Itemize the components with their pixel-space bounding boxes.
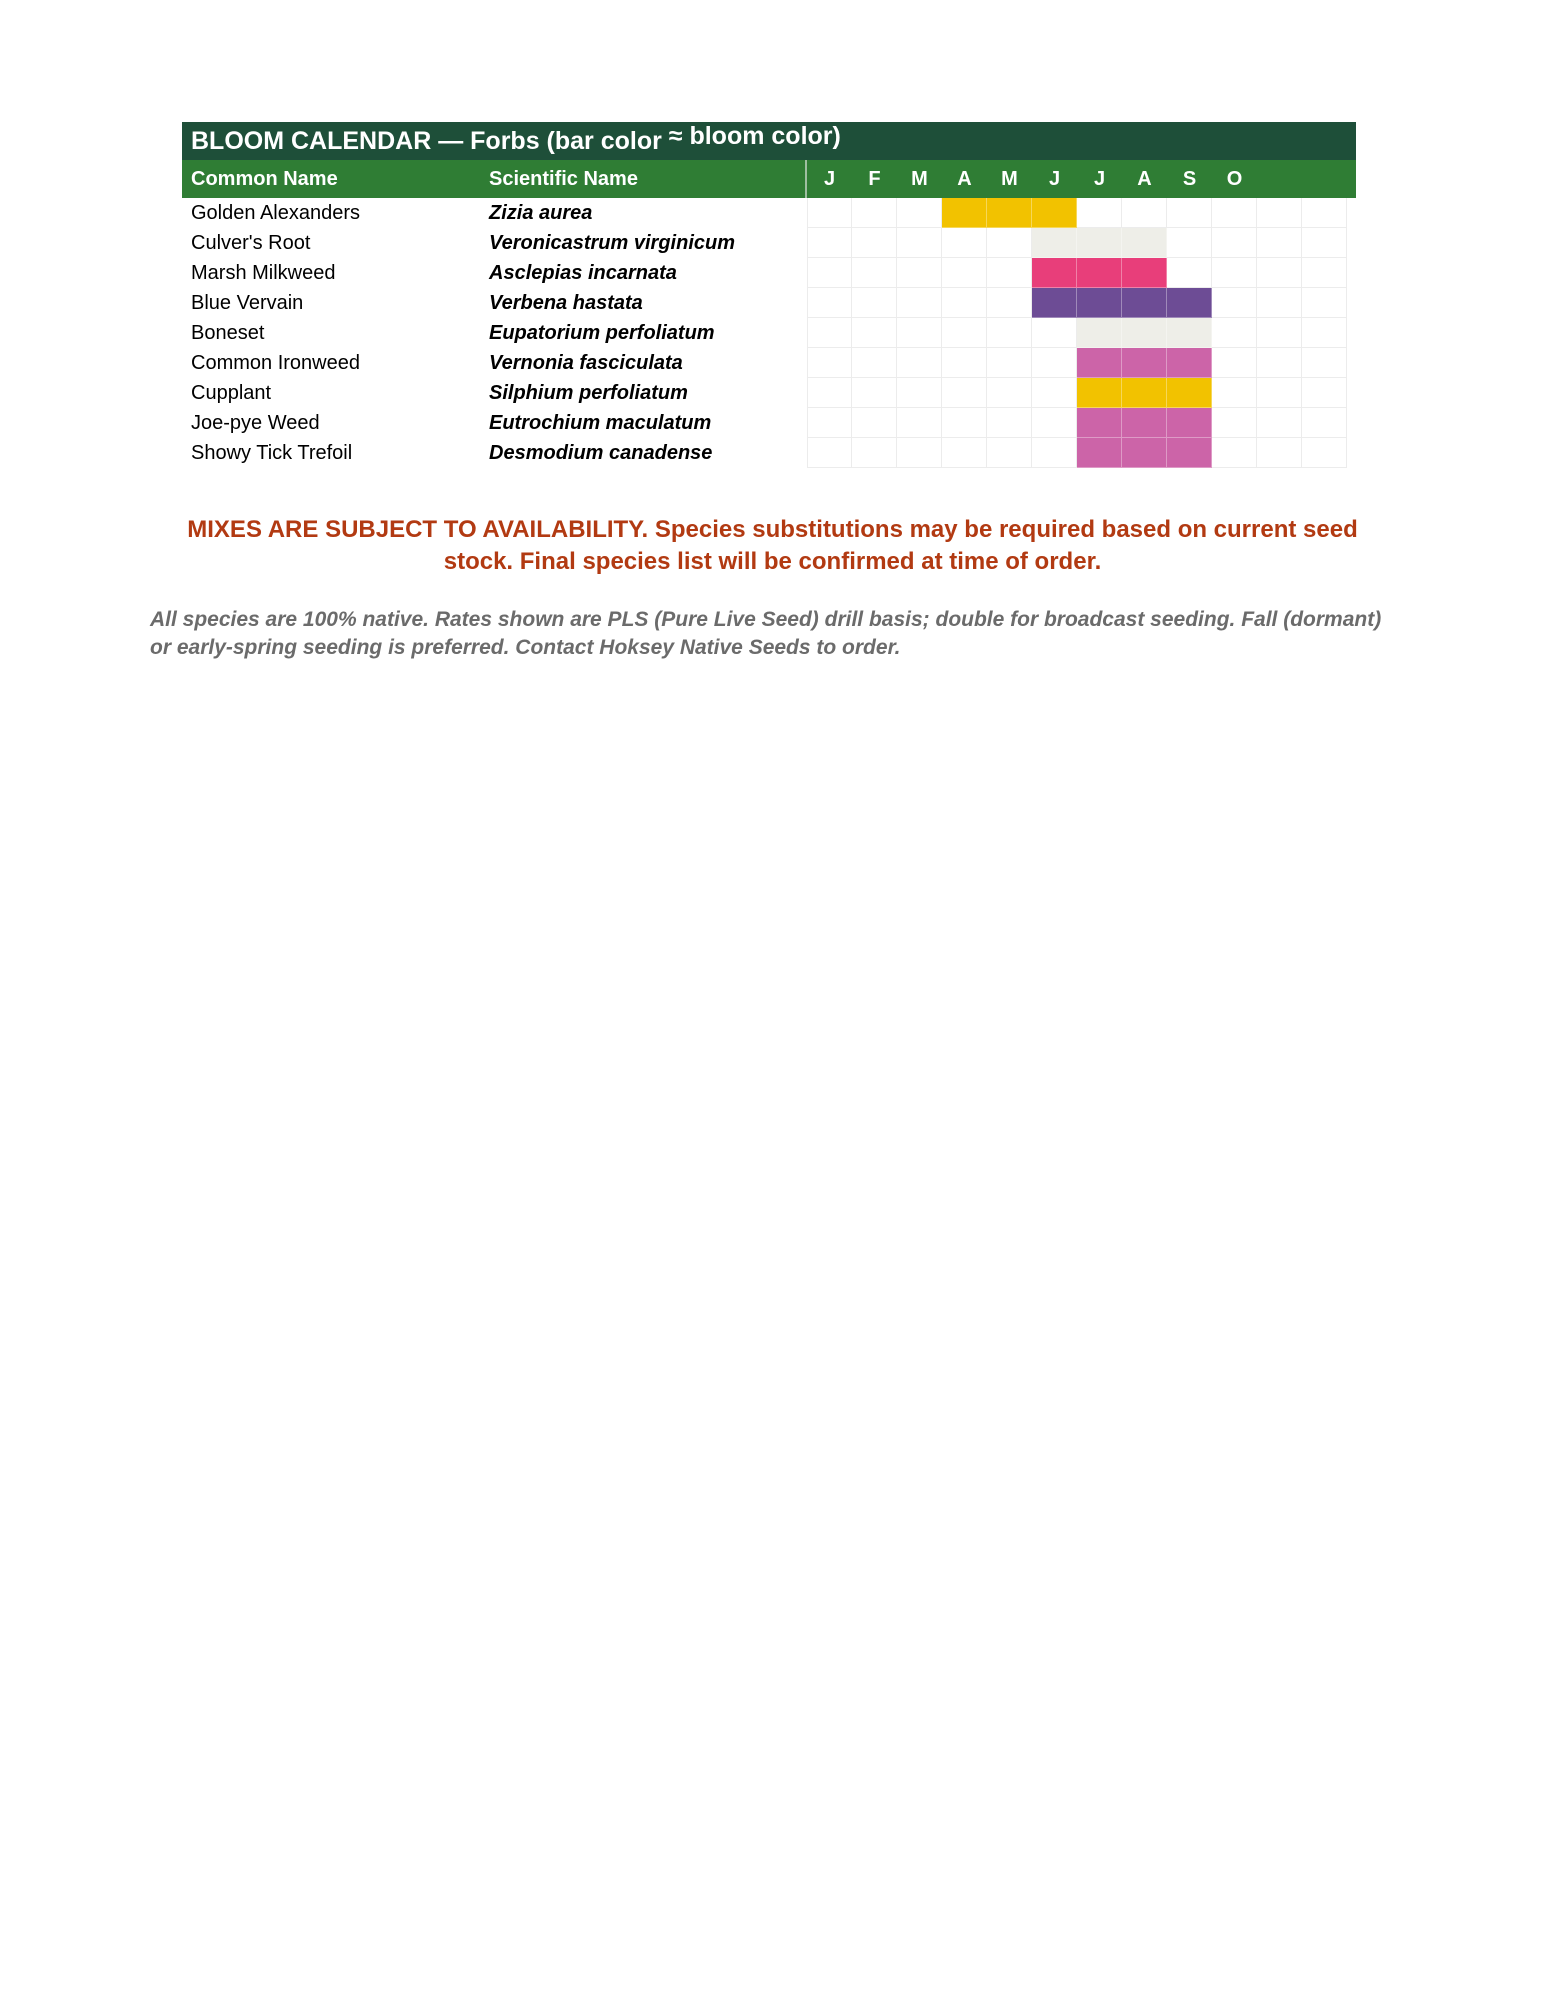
month-cell	[1257, 258, 1302, 288]
scientific-name-cell: Vernonia fasciculata	[489, 351, 683, 374]
bloom-bar-cell	[1077, 378, 1122, 408]
month-cell	[1302, 438, 1347, 468]
month-header: A	[957, 167, 972, 190]
month-header: J	[1048, 167, 1061, 190]
scientific-name-header: Scientific Name	[489, 167, 638, 190]
month-cell	[897, 318, 942, 348]
bloom-grid	[807, 438, 1347, 468]
month-header: F	[868, 167, 881, 190]
bloom-bar-cell	[1122, 378, 1167, 408]
scientific-name-cell: Verbena hastata	[489, 291, 643, 314]
month-cell	[987, 348, 1032, 378]
month-cell	[1167, 228, 1212, 258]
month-cell	[987, 288, 1032, 318]
month-cell	[1212, 258, 1257, 288]
bloom-bar-cell	[1077, 288, 1122, 318]
month-cell	[1032, 438, 1077, 468]
month-cell	[1302, 318, 1347, 348]
bloom-bar-cell	[1122, 288, 1167, 318]
month-cell	[807, 228, 852, 258]
bloom-grid	[807, 408, 1347, 438]
calendar-title-suffix: ≈ bloom color)	[668, 122, 841, 150]
calendar-title-text: BLOOM CALENDAR — Forbs (bar color	[191, 127, 662, 155]
month-cell	[807, 198, 852, 228]
month-cell	[897, 408, 942, 438]
bloom-grid	[807, 258, 1347, 288]
bloom-bar-cell	[1077, 408, 1122, 438]
common-name-cell: Joe-pye Weed	[191, 411, 320, 434]
bloom-bar-cell	[942, 198, 987, 228]
month-header: S	[1182, 167, 1197, 190]
month-cell	[1032, 318, 1077, 348]
month-cell	[852, 408, 897, 438]
month-cell	[1077, 198, 1122, 228]
bloom-bar-cell	[1122, 348, 1167, 378]
month-cell	[942, 318, 987, 348]
month-cell	[1032, 348, 1077, 378]
bloom-bar-cell	[1122, 438, 1167, 468]
bloom-bar-cell	[1032, 258, 1077, 288]
month-cell	[1257, 198, 1302, 228]
month-cell	[942, 408, 987, 438]
month-cell	[897, 288, 942, 318]
calendar-header-row	[182, 160, 1356, 198]
month-cell	[807, 438, 852, 468]
bloom-grid	[807, 318, 1347, 348]
bloom-calendar	[182, 122, 1356, 468]
month-cell	[1212, 408, 1257, 438]
bloom-bar-cell	[1077, 318, 1122, 348]
month-cell	[1302, 228, 1347, 258]
bloom-grid	[807, 288, 1347, 318]
bloom-bar-cell	[987, 198, 1032, 228]
month-cell	[987, 378, 1032, 408]
month-cell	[897, 258, 942, 288]
month-cell	[1302, 378, 1347, 408]
month-cell	[1257, 438, 1302, 468]
month-cell	[1212, 198, 1257, 228]
month-cell	[1122, 198, 1167, 228]
scientific-name-cell: Silphium perfoliatum	[489, 381, 688, 404]
month-cell	[1257, 408, 1302, 438]
month-cell	[1302, 288, 1347, 318]
month-cell	[1212, 438, 1257, 468]
month-header: O	[1226, 167, 1243, 190]
month-cell	[1257, 348, 1302, 378]
common-name-cell: Marsh Milkweed	[191, 261, 336, 284]
table-row	[182, 198, 1356, 228]
bloom-bar-cell	[1122, 228, 1167, 258]
month-cell	[942, 438, 987, 468]
common-name-cell: Showy Tick Trefoil	[191, 441, 353, 464]
bloom-bar-cell	[1122, 408, 1167, 438]
month-cell	[852, 378, 897, 408]
month-cell	[897, 228, 942, 258]
month-cell	[852, 198, 897, 228]
common-name-cell: Cupplant	[191, 381, 272, 404]
table-row	[182, 348, 1356, 378]
scientific-name-cell: Asclepias incarnata	[489, 261, 677, 284]
month-cell	[987, 318, 1032, 348]
month-cell	[1212, 348, 1257, 378]
scientific-name-cell: Eutrochium maculatum	[489, 411, 712, 434]
common-name-cell: Boneset	[191, 321, 265, 344]
month-cell	[987, 258, 1032, 288]
bloom-grid	[807, 228, 1347, 258]
scientific-name-cell: Desmodium canadense	[489, 441, 713, 464]
month-header: J	[823, 167, 836, 190]
month-cell	[807, 348, 852, 378]
month-cell	[942, 258, 987, 288]
month-cell	[1212, 378, 1257, 408]
bloom-grid	[807, 348, 1347, 378]
bloom-bar-cell	[1167, 408, 1212, 438]
bloom-bar-cell	[1077, 348, 1122, 378]
month-cell	[942, 288, 987, 318]
month-cell	[1167, 258, 1212, 288]
month-cell	[807, 288, 852, 318]
month-cell	[852, 288, 897, 318]
bloom-bar-cell	[1077, 438, 1122, 468]
month-cell	[1212, 288, 1257, 318]
month-cell	[807, 318, 852, 348]
month-cell	[1032, 378, 1077, 408]
month-cell	[807, 408, 852, 438]
common-name-cell: Culver's Root	[191, 231, 311, 254]
month-cell	[1212, 318, 1257, 348]
bloom-bar-cell	[1167, 438, 1212, 468]
month-cell	[1032, 408, 1077, 438]
common-name-cell: Blue Vervain	[191, 291, 304, 314]
month-cell	[897, 378, 942, 408]
bloom-bar-cell	[1077, 228, 1122, 258]
bloom-bar-cell	[1167, 288, 1212, 318]
month-cell	[852, 258, 897, 288]
month-cell	[1167, 198, 1212, 228]
common-name-cell: Golden Alexanders	[191, 201, 361, 224]
month-cell	[1257, 288, 1302, 318]
scientific-name-cell: Veronicastrum virginicum	[489, 231, 735, 254]
month-cell	[897, 438, 942, 468]
table-row	[182, 378, 1356, 408]
scientific-name-cell: Zizia aurea	[489, 201, 593, 224]
month-cell	[1302, 198, 1347, 228]
common-name-cell: Common Ironweed	[191, 351, 360, 374]
scientific-name-cell: Eupatorium perfoliatum	[489, 321, 715, 344]
bloom-bar-cell	[1122, 318, 1167, 348]
month-header	[1302, 168, 1347, 191]
month-cell	[987, 408, 1032, 438]
month-cell	[942, 378, 987, 408]
bloom-bar-cell	[1167, 318, 1212, 348]
month-cell	[852, 318, 897, 348]
month-cell	[1302, 408, 1347, 438]
month-cell	[852, 348, 897, 378]
bloom-bar-cell	[1032, 228, 1077, 258]
bloom-bar-cell	[1032, 288, 1077, 318]
bloom-bar-cell	[1032, 198, 1077, 228]
bloom-grid	[807, 198, 1347, 228]
month-cell	[897, 348, 942, 378]
month-cell	[1302, 348, 1347, 378]
bloom-grid	[807, 378, 1347, 408]
month-headers	[807, 168, 1347, 191]
month-header: A	[1137, 167, 1152, 190]
month-cell	[987, 228, 1032, 258]
bloom-bar-cell	[1077, 258, 1122, 288]
month-header: M	[911, 167, 928, 190]
availability-notice: MIXES ARE SUBJECT TO AVAILABILITY. Species substitutions may be required based on current seed stock. Final species list will be confirmed at time of order.	[187, 516, 1358, 575]
table-row	[182, 228, 1356, 258]
common-name-header: Common Name	[191, 167, 338, 190]
month-header: J	[1093, 167, 1106, 190]
month-cell	[1212, 228, 1257, 258]
month-cell	[852, 228, 897, 258]
month-cell	[1302, 258, 1347, 288]
month-cell	[897, 198, 942, 228]
calendar-title	[182, 122, 1356, 160]
bloom-bar-cell	[1122, 258, 1167, 288]
month-cell	[807, 258, 852, 288]
month-cell	[1257, 228, 1302, 258]
month-header	[1257, 168, 1302, 191]
calendar-rows	[182, 198, 1356, 468]
month-cell	[942, 228, 987, 258]
month-cell	[1257, 378, 1302, 408]
table-row	[182, 408, 1356, 438]
bloom-bar-cell	[1167, 378, 1212, 408]
month-cell	[852, 438, 897, 468]
month-cell	[942, 348, 987, 378]
month-cell	[1257, 318, 1302, 348]
month-cell	[987, 438, 1032, 468]
table-row	[182, 258, 1356, 288]
month-cell	[807, 378, 852, 408]
month-header: M	[1001, 167, 1018, 190]
table-row	[182, 288, 1356, 318]
table-row	[182, 318, 1356, 348]
seeding-footnote: All species are 100% native. Rates shown are PLS (Pure Live Seed) drill basis; double for broadcast seeding. Fall (dormant) or early-spring seeding is preferred. Contact Hoksey Native Seeds to order.	[150, 608, 1382, 659]
table-row	[182, 438, 1356, 468]
bloom-bar-cell	[1167, 348, 1212, 378]
